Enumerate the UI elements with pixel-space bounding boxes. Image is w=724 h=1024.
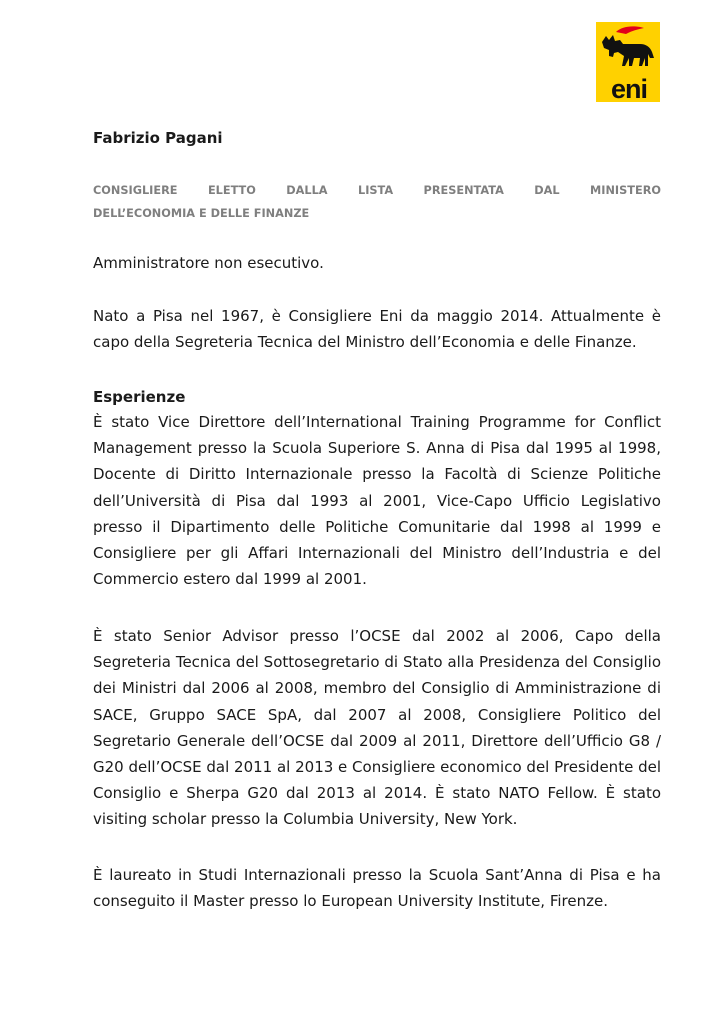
subtitle-line-2: DELL’ECONOMIA E DELLE FINANZE: [93, 207, 310, 220]
subtitle-line-1: CONSIGLIERE ELETTO DALLA LISTA PRESENTATA DAL MINISTERO: [93, 184, 661, 197]
education-paragraph: È laureato in Studi Internazionali presso la Scuola Sant’Anna di Pisa e ha conseguito il Master presso lo European University Institute, Firenze.: [93, 866, 661, 911]
eni-logo: [596, 22, 660, 102]
role-statement: Amministratore non esecutivo.: [93, 254, 324, 272]
experience-heading: Esperienze: [93, 388, 186, 406]
person-name: Fabrizio Pagani: [93, 129, 223, 147]
intro-paragraph: Nato a Pisa nel 1967, è Consigliere Eni da maggio 2014. Attualmente è capo della Segreteria Tecnica del Ministro dell’Economia e delle Finanze.: [93, 307, 661, 352]
experience-paragraph-2: È stato Senior Advisor presso l’OCSE dal 2002 al 2006, Capo della Segreteria Tecnica del Sottosegretario di Stato alla Presidenza del Consiglio dei Ministri dal 2006 al 2008, membro del Consiglio di Amministrazione di SACE, Gruppo SACE SpA, dal 2007 al 2008, Consigliere Politico del Segretario Generale dell’OCSE dal 2009 al 2011, Direttore dell’Ufficio G8 / G20 dell’OCSE dal 2011 al 2013 e Consigliere economico del Presidente del Consiglio e Sherpa G20 dal 2013 al 2014. È stato NATO Fellow. È stato visiting scholar presso la Columbia University, New York.: [93, 627, 661, 829]
board-appointment-subtitle: [93, 179, 661, 225]
eni-logo-text: eni: [610, 74, 648, 102]
eni-six-legged-dog-logo-icon: [596, 22, 660, 102]
experience-paragraph-1: È stato Vice Direttore dell’International Training Programme for Conflict Management presso la Scuola Superiore S. Anna di Pisa dal 1995 al 1998, Docente di Diritto Internazionale presso la Facoltà di Scienze Politiche dell’Università di Pisa dal 1993 al 2001, Vice-Capo Ufficio Legislativo presso il Dipartimento delle Politiche Comunitarie dal 1998 al 1999 e Consigliere per gli Affari Internazionali del Ministro dell’Industria e del Commercio estero dal 1999 al 2001.: [93, 413, 661, 589]
